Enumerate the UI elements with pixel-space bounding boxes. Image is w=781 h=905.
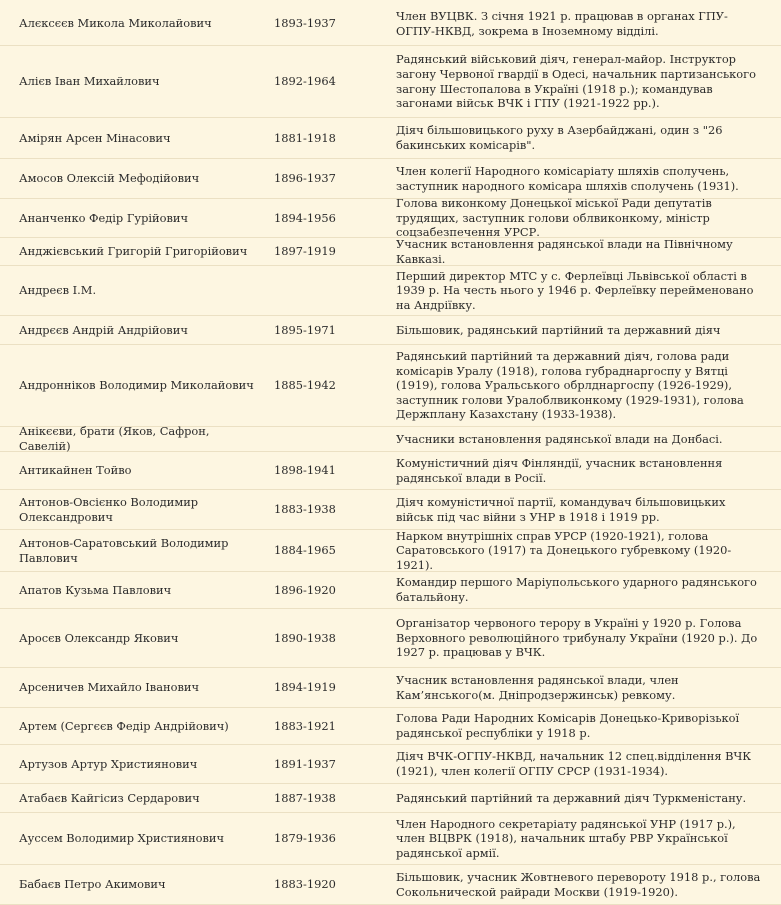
- person-description: Член Народного секретаріату радянської УНР (1917 р.), член ВЦВРК (1918), начальник штабу РВР Української радянської армії.: [396, 816, 736, 860]
- person-description: Голова виконкому Донецької міської Ради депутатів трудящих, заступник голови облвиконкому, міністр соцзабезпечення УРСР.: [396, 196, 712, 240]
- life-years: 1894-1956: [274, 210, 336, 225]
- table-row: [0, 316, 781, 345]
- person-description: Перший директор МТС у с. Ферлеївці Львівської області в 1939 р. На честь нього у 1946 р. Ферлеївку перейменовано на Андріївку.: [396, 268, 754, 312]
- person-description: Учасник встановлення радянської влади, член Кам’янського(м. Дніпродзержинськ) ревкому.: [396, 672, 679, 702]
- person-description: Учасник встановлення радянської влади на Північному Кавказі.: [396, 236, 733, 266]
- life-years: 1892-1964: [274, 74, 336, 89]
- table-row: [0, 530, 781, 572]
- person-description: Голова Ради Народних Комісарів Донецько-Криворізької радянської республіки у 1918 р.: [396, 711, 740, 740]
- person-name: Антонов-Овсієнко Володимир Олександрович: [19, 494, 199, 524]
- life-years: 1883-1921: [274, 718, 336, 733]
- life-years: 1884-1965: [274, 543, 336, 558]
- person-description: Радянський партійний та державний діяч Туркменістану.: [396, 790, 747, 805]
- person-name: Амірян Арсен Мінасович: [19, 130, 171, 145]
- person-description: Командир першого Маріупольського ударного радянського батальйону.: [396, 575, 757, 604]
- person-description: Організатор червоного терору в Україні у 1920 р. Голова Верховного революційного трибуналу України (1920 р.). До 1927 р. працював у ВЧК.: [396, 616, 758, 660]
- table-row: [0, 424, 781, 453]
- person-name: Амосов Олексій Мефодійович: [19, 171, 200, 186]
- life-years: 1896-1920: [274, 582, 336, 597]
- person-name: Антикайнен Тойво: [19, 463, 132, 478]
- table-row: [0, 668, 781, 708]
- person-name: Ананченко Федір Гурійович: [19, 210, 188, 225]
- person-name: Арсеничев Михайло Іванович: [19, 680, 199, 695]
- person-description: Нарком внутрішніх справ УРСР (1920-1921), голова Саратовського (1917) та Донецького губревкому (1920-1921).: [396, 528, 732, 572]
- life-years: 1894-1919: [274, 680, 336, 695]
- person-description: Діяч комуністичної партії, командувач більшовицьких військ під час війни з УНР в 1918 і 1919 рр.: [396, 494, 726, 524]
- life-years: 1887-1938: [274, 790, 336, 805]
- person-name: Андрєєв Андрій Андрійович: [19, 322, 188, 337]
- person-name: Анджієвський Григорій Григорійович: [19, 244, 248, 259]
- table-row: [0, 452, 781, 490]
- table-row: [0, 813, 781, 865]
- person-description: Член колегії Народного комісаріату шляхів сполучень, заступник народного комісара шляхів сполучень (1931).: [396, 163, 739, 193]
- person-name: Анікєєви, брати (Яков, Сафрон, Савелій): [19, 424, 210, 453]
- life-years: [274, 434, 396, 444]
- life-years: 1896-1937: [274, 171, 336, 186]
- table-row: [0, 609, 781, 668]
- person-description: Радянський партійний та державний діяч, голова ради комісарів Уралу (1918), голова губраднаргоспу у Вятці (1919), голова Уральського обрлднаргоспу (1926-1929), заступник голови Уралоблвиконкому (1929-1931), голова Держплану Казахстану (1933-1938).: [396, 349, 744, 422]
- person-name: Андронніков Володимир Миколайович: [19, 378, 254, 393]
- table-row: [0, 46, 781, 118]
- person-name: Апатов Кузьма Павлович: [19, 582, 172, 597]
- person-description: Більшовик, радянський партійний та державний діяч: [396, 322, 721, 337]
- life-years: 1893-1937: [274, 16, 336, 31]
- table-row: [0, 572, 781, 609]
- table-row: [0, 865, 781, 905]
- person-name: Артем (Сергєєв Федір Андрійович): [19, 718, 229, 733]
- person-description: Діяч більшовицького руху в Азербайджані, один з "26 бакинських комісарів".: [396, 123, 723, 152]
- life-years: 1890-1938: [274, 630, 336, 645]
- life-years: 1897-1919: [274, 244, 336, 259]
- table-row: [0, 118, 781, 159]
- person-name: Алєксєєв Микола Миколайович: [19, 16, 212, 31]
- person-name: Андреєв І.М.: [19, 283, 97, 298]
- life-years: [274, 286, 396, 296]
- person-description: Комуністичний діяч Фінляндії, учасник встановлення радянської влади в Росії.: [396, 455, 723, 485]
- life-years: 1879-1936: [274, 831, 336, 846]
- person-name: Бабаєв Петро Акимович: [19, 877, 166, 892]
- person-description: Діяч ВЧК-ОГПУ-НКВД, начальник 12 спец.відділення ВЧК (1921), член колегії ОГПУ СРСР (1931-1934).: [396, 749, 752, 778]
- person-description: Більшовик, учасник Жовтневого перевороту 1918 р., голова Сокольнической райради Москви (1919-1920).: [396, 869, 761, 899]
- table-row: [0, 238, 781, 266]
- life-years: 1895-1971: [274, 322, 336, 337]
- person-name: Антонов-Саратовський Володимир Павлович: [19, 535, 229, 565]
- life-years: 1898-1941: [274, 463, 336, 478]
- person-name: Артузов Артур Християнович: [19, 756, 198, 771]
- person-name: Атабаєв Кайгісиз Сердарович: [19, 790, 200, 805]
- person-name: Алієв Іван Михайлович: [19, 74, 160, 89]
- table-row: [0, 784, 781, 813]
- table-row: [0, 345, 781, 427]
- table-row: [0, 2, 781, 46]
- life-years: 1885-1942: [274, 378, 336, 393]
- life-years: 1891-1937: [274, 756, 336, 771]
- life-years: 1881-1918: [274, 130, 336, 145]
- people-table: [0, 2, 781, 905]
- table-row: [0, 745, 781, 784]
- life-years: 1883-1920: [274, 877, 336, 892]
- person-description: Член ВУЦВК. З січня 1921 р. працював в органах ГПУ-ОГПУ-НКВД, зокрема в Іноземному відділі.: [396, 8, 728, 38]
- table-row: [0, 266, 781, 316]
- table-row: [0, 708, 781, 745]
- person-name: Ауссем Володимир Християнович: [19, 831, 225, 846]
- life-years: 1883-1938: [274, 502, 336, 517]
- person-description: Учасники встановлення радянської влади на Донбасі.: [396, 431, 723, 446]
- person-name: Аросєв Олександр Якович: [19, 630, 179, 645]
- person-description: Радянський військовий діяч, генерал-майор. Інструктор загону Червоної гвардії в Одесі, начальник партизанського загону Шестопалова в Україні (1918 р.); командував загонами військ ВЧК і ГПУ (1921-1922 рр.).: [396, 52, 756, 111]
